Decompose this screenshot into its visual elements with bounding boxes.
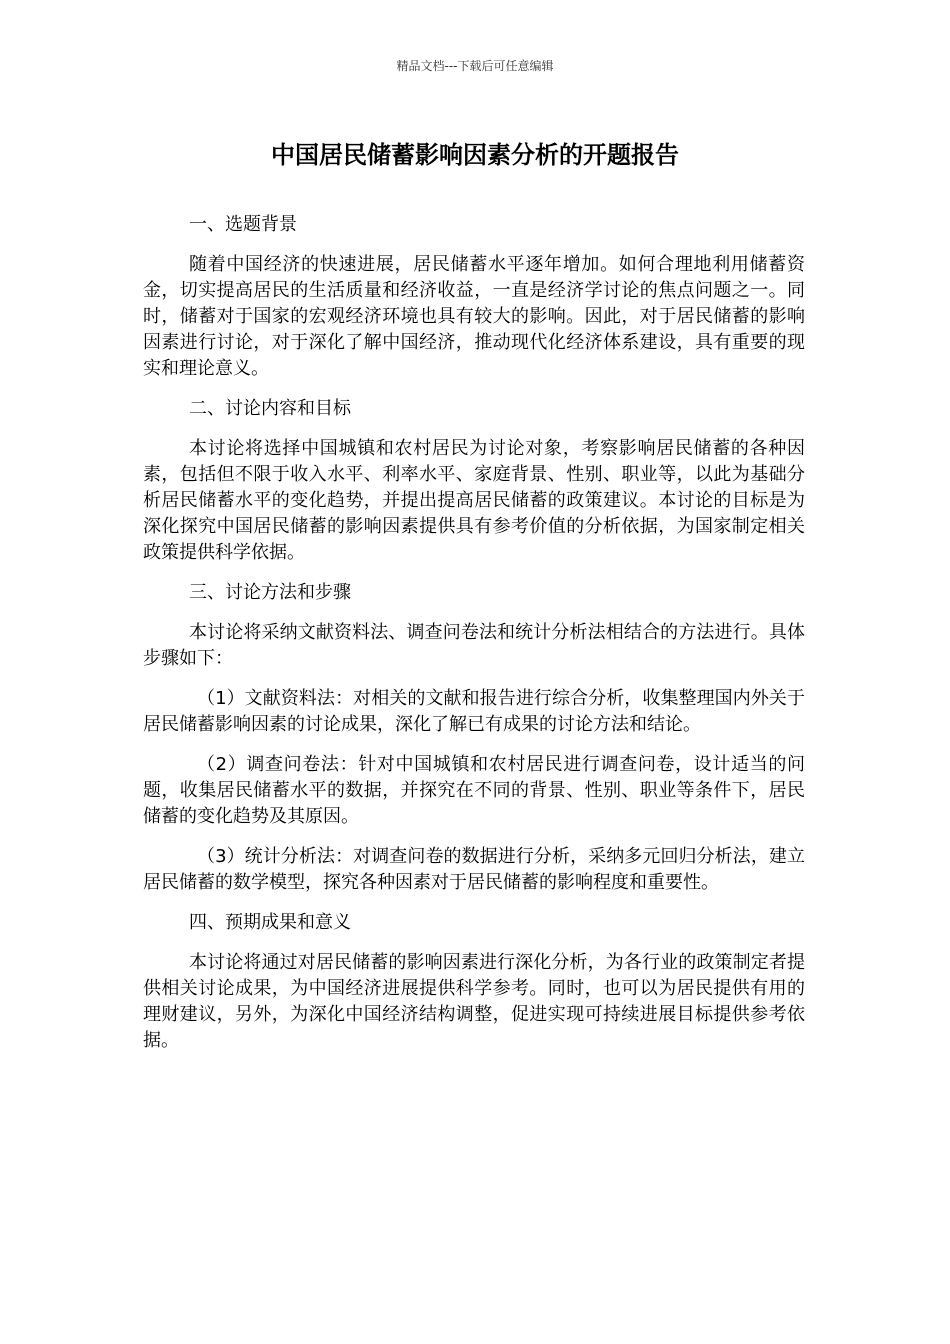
paragraph-method-statistics: （3）统计分析法：对调查问卷的数据进行分析，采纳多元回归分析法，建立居民储蓄的数学模型，探究各种因素对于居民储蓄的影响程度和重要性。 (143, 846, 805, 893)
document-body (143, 212, 805, 1068)
section-heading-background: 一、选题背景 (189, 214, 297, 235)
section-heading-outcomes: 四、预期成果和意义 (189, 912, 351, 933)
paragraph-methods-intro: 本讨论将采纳文献资料法、调查问卷法和统计分析法相结合的方法进行。具体步骤如下： (143, 622, 805, 669)
page-title: 中国居民储蓄影响因素分析的开题报告 (271, 141, 679, 169)
paragraph-background: 随着中国经济的快速进展，居民储蓄水平逐年增加。如何合理地利用储蓄资金，切实提高居民的生活质量和经济收益，一直是经济学讨论的焦点问题之一。同时，储蓄对于国家的宏观经济环境也具有较大的影响。因此，对于居民储蓄的影响因素进行讨论，对于深化了解中国经济，推动现代化经济体系建设，具有重要的现实和理论意义。 (143, 254, 805, 379)
section-heading-content-goals: 二、讨论内容和目标 (189, 398, 351, 419)
section-heading-methods: 三、讨论方法和步骤 (189, 582, 351, 603)
header-note: 精品文档---下载后可任意编辑 (396, 59, 554, 73)
paragraph-method-survey: （2）调查问卷法：针对中国城镇和农村居民进行调查问卷，设计适当的问题，收集居民储蓄水平的数据，并探究在不同的背景、性别、职业等条件下，居民储蓄的变化趋势及其原因。 (143, 754, 805, 827)
paragraph-method-literature: （1）文献资料法：对相关的文献和报告进行综合分析，收集整理国内外关于居民储蓄影响因素的讨论成果，深化了解已有成果的讨论方法和结论。 (143, 688, 805, 735)
paragraph-outcomes: 本讨论将通过对居民储蓄的影响因素进行深化分析，为各行业的政策制定者提供相关讨论成果，为中国经济进展提供科学参考。同时，也可以为居民提供有用的理财建议，另外，为深化中国经济结构调整，促进实现可持续进展目标提供参考依据。 (143, 952, 805, 1051)
paragraph-content-goals: 本讨论将选择中国城镇和农村居民为讨论对象，考察影响居民储蓄的各种因素，包括但不限于收入水平、利率水平、家庭背景、性别、职业等，以此为基础分析居民储蓄水平的变化趋势，并提出提高居民储蓄的政策建议。本讨论的目标是为深化探究中国居民储蓄的影响因素提供具有参考价值的分析依据，为国家制定相关政策提供科学依据。 (143, 438, 805, 563)
